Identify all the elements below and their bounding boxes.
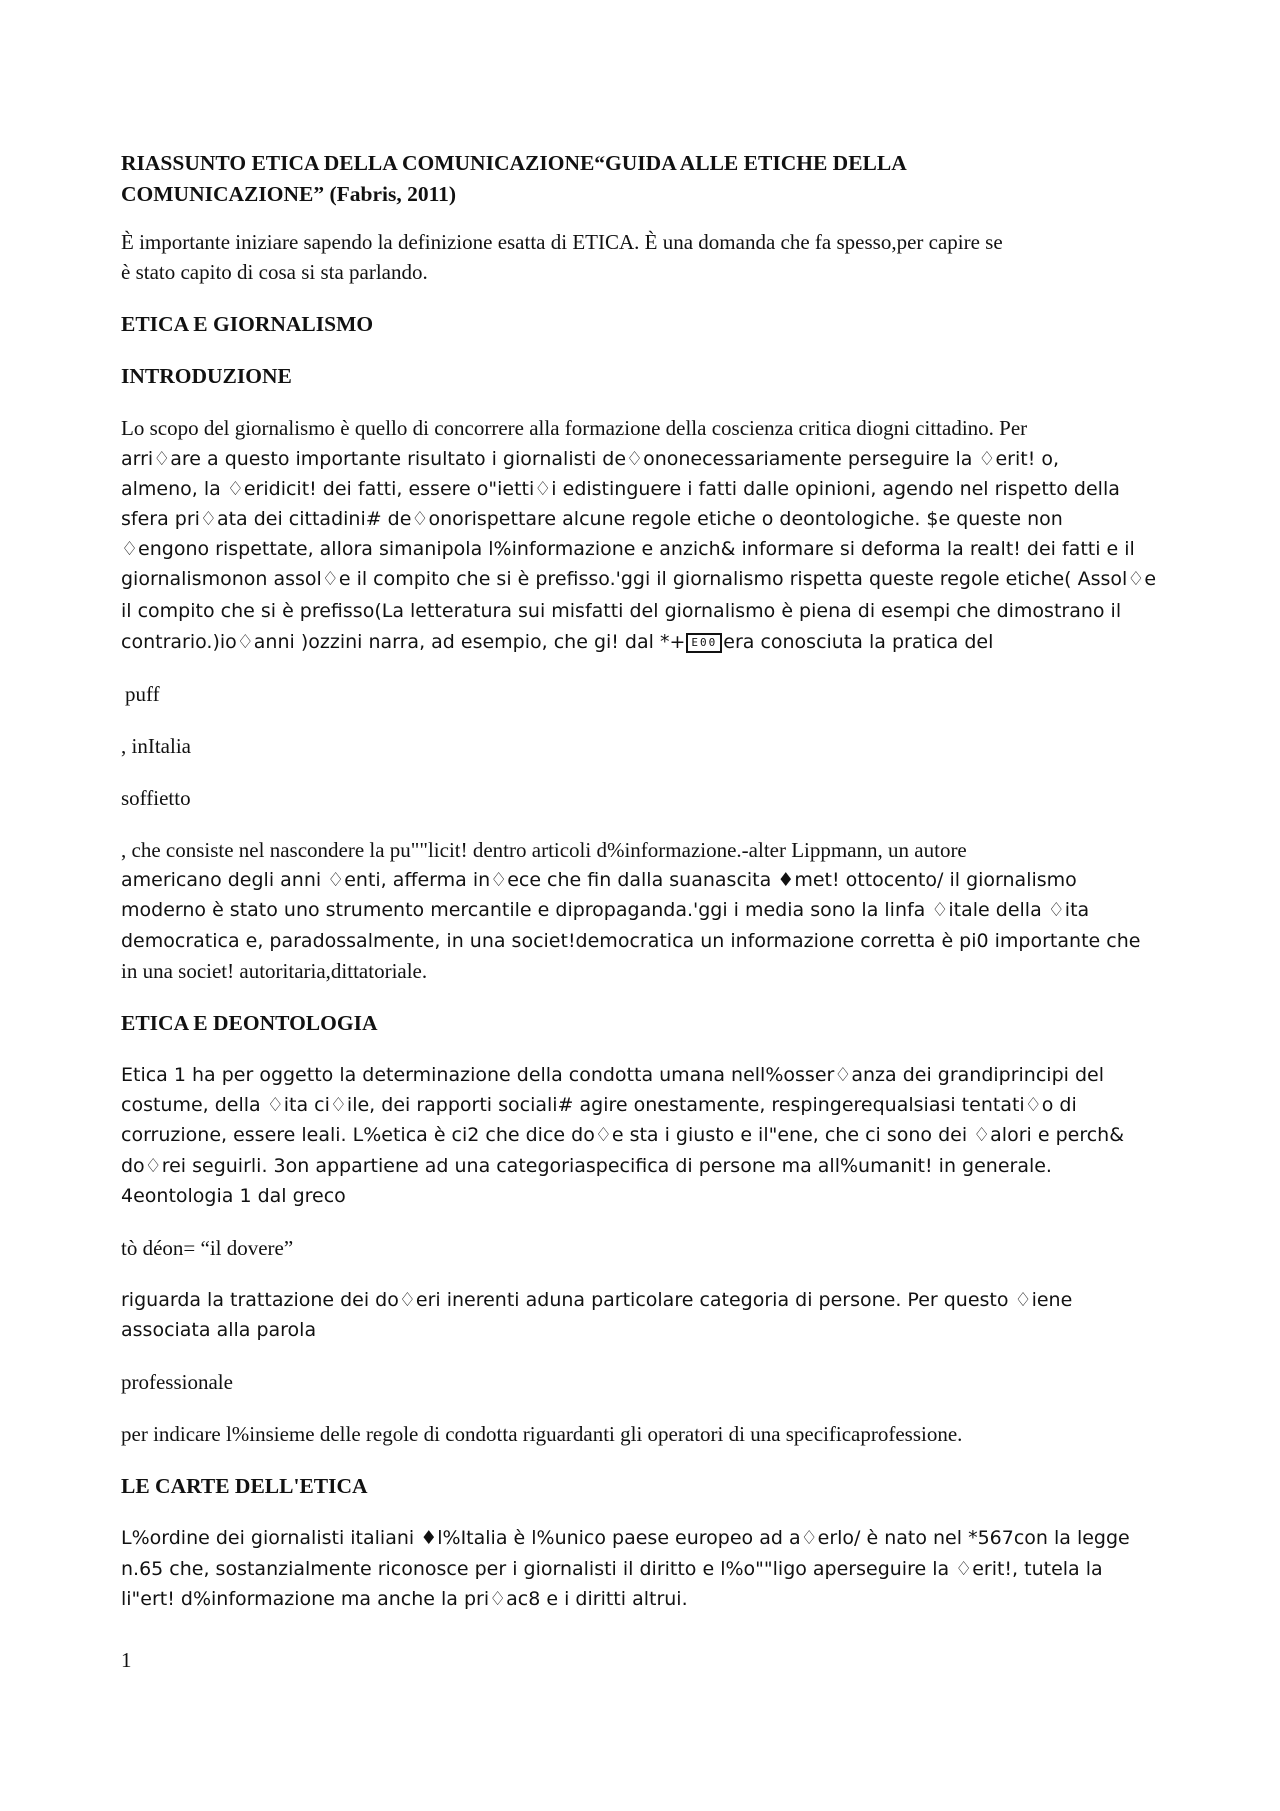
intro-paragraph (121, 227, 1161, 287)
text-line: 4eontologia 1 dal greco (121, 1184, 346, 1207)
body-paragraph (121, 1285, 1161, 1345)
text-line: li"ert! d%informazione ma anche la pri♢ac8 e i diritti altrui. (121, 1587, 688, 1610)
text-line: do♢rei seguirli. 3on appartiene ad una categoriaspecifica di persone ma all%umanit! in generale. (121, 1154, 1052, 1177)
text-fragment: puff (125, 682, 160, 707)
text-line (121, 626, 1161, 657)
text-fragment: era conosciuta la pratica del (723, 630, 994, 653)
text-line: È importante iniziare sapendo la definizione esatta di ETICA. È una domanda che fa spesso,per capire se (121, 230, 1003, 254)
text-line: ♢engono rispettate, allora simanipola l%informazione e anzich& informare si deforma la realt! dei fatti e il (121, 538, 1135, 561)
text-line: sfera pri♢ata dei cittadini# de♢onorispettare alcune regole etiche o deontologiche. $e queste non (121, 508, 1063, 531)
text-line: giornalismonon assol♢e il compito che si è prefisso.'ggi il giornalismo rispetta queste regole etiche( Assol♢e (121, 568, 1157, 591)
text-line: riguarda la trattazione dei do♢eri inerenti aduna particolare categoria di persone. Per questo ♢iene (121, 1289, 1073, 1312)
text-line: costume, della ♢ita ci♢ile, dei rapporti sociali# agire onestamente, respingerequalsiasi tentati♢o di (121, 1094, 1077, 1117)
text-fragment: , inItalia (121, 734, 191, 759)
text-line: , che consiste nel nascondere la pu""licit! dentro articoli d%informazione.-alter Lippmann, un autore (121, 838, 967, 863)
text-line: democratica e, paradossalmente, in una societ!democratica un informazione corretta è pi0 importante che (121, 929, 1141, 952)
text-fragment: professionale (121, 1370, 233, 1395)
text-line: è stato capito di cosa si sta parlando. (121, 260, 428, 285)
text-line: L%ordine dei giornalisti italiani ♦l%Italia è l%unico paese europeo ad a♢erlo/ è nato nel *567con la legge (121, 1527, 1130, 1550)
text-line: moderno è stato uno strumento mercantile e dipropaganda.'ggi i media sono la linfa ♢itale della ♢ita (121, 899, 1090, 922)
title-line: COMUNICAZIONE” (Fabris, 2011) (121, 182, 457, 206)
body-paragraph (121, 835, 1161, 986)
missing-glyph-box: E00 (686, 633, 722, 653)
section-heading: INTRODUZIONE (121, 364, 292, 389)
body-paragraph (121, 1060, 1161, 1211)
text-line: almeno, la ♢eridicit! dei fatti, essere o"ietti♢i edistinguere i fatti dalle opinioni, agendo nel rispetto della (121, 477, 1120, 500)
text-line: n.65 che, sostanzialmente riconosce per i giornalisti il diritto e l%o""ligo aperseguire la ♢erit!, tutela la (121, 1557, 1103, 1580)
text-line: in una societ! autoritaria,dittatoriale. (121, 958, 428, 983)
text-fragment: tò déon= “il dovere” (121, 1236, 294, 1261)
text-fragment: il compito che si è prefisso(La letteratura sui misfatti del giornalismo è piena di esempi che dimostrano il (121, 599, 1122, 622)
text-fragment: per indicare l%insieme delle regole di condotta riguardanti gli operatori di una specificaprofessione. (121, 1422, 963, 1447)
text-fragment: soffietto (121, 786, 191, 811)
body-paragraph (121, 413, 1161, 657)
page-number: 1 (121, 1648, 132, 1672)
text-line: americano degli anni ♢enti, afferma in♢ece che fin dalla suanascita ♦met! ottocento/ il giornalismo (121, 869, 1077, 892)
text-line: Lo scopo del giornalismo è quello di concorrere alla formazione della coscienza critica diogni cittadino. Per (121, 416, 1028, 441)
document-page (121, 148, 1161, 1636)
body-paragraph (121, 1523, 1161, 1614)
section-heading: LE CARTE DELL'ETICA (121, 1474, 368, 1499)
text-line: associata alla parola (121, 1319, 317, 1342)
title-line: RIASSUNTO ETICA DELLA COMUNICAZIONE“GUIDA ALLE ETICHE DELLA (121, 151, 907, 175)
document-title (121, 148, 1161, 210)
text-line: corruzione, essere leali. L%etica è ci2 che dice do♢e sta i giusto e il"ene, che ci sono dei ♢alori e perch& (121, 1124, 1125, 1147)
section-heading: ETICA E DEONTOLOGIA (121, 1011, 378, 1036)
text-line: Etica 1 ha per oggetto la determinazione della condotta umana nell%osser♢anza dei grandiprincipi del (121, 1064, 1104, 1087)
section-heading: ETICA E GIORNALISMO (121, 312, 374, 337)
text-line (121, 595, 1161, 626)
text-line: arri♢are a questo importante risultato i giornalisti de♢ononecessariamente perseguire la ♢erit! o, (121, 447, 1060, 470)
text-fragment: contrario.)io♢anni )ozzini narra, ad esempio, che gi! dal *+ (121, 630, 686, 653)
